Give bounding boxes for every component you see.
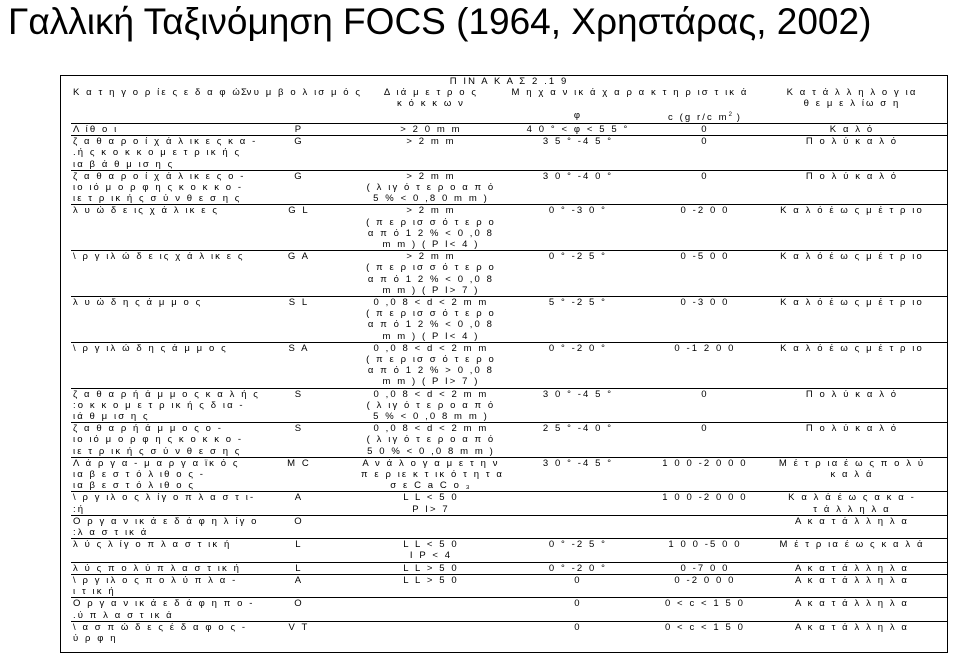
cell-diameter-line: σ ε C a C o ₃ <box>390 480 472 492</box>
cell-suitability <box>757 457 947 492</box>
cell-c-line: 0 < c < 1 5 0 <box>664 598 746 610</box>
cell-diameter-line: > 2 m m <box>406 205 456 217</box>
cell-diameter-line: m m ) ( P I> 7 ) <box>382 376 480 388</box>
cell-c-line: 0 -1 2 0 0 <box>674 342 736 354</box>
cell-category <box>71 423 244 458</box>
cell-symbol: O <box>239 515 359 538</box>
header-row <box>71 87 947 109</box>
cell-suitability <box>757 136 947 171</box>
cell-c-line: 0 <box>701 170 709 182</box>
cell-diameter <box>359 457 503 492</box>
cell-category-line: λ υ ώ δ ε ις χ ά λ ικ ε ς <box>73 205 220 217</box>
cell-phi <box>503 515 653 538</box>
cell-c <box>653 621 757 644</box>
cell-category-line: :ή <box>73 503 86 515</box>
cell-diameter-line <box>361 598 501 609</box>
cell-suitability-line: Α κ α τ ά λ λ η λ α <box>795 562 909 574</box>
cell-diameter-line: L L < 5 0 <box>403 492 459 504</box>
cell-suitability-line: Π ο λ ύ κ α λ ό <box>805 388 899 400</box>
cell-category-line: ζ α θ α ρ ο ί χ ά λ ικ ε ς κ α - <box>73 136 258 148</box>
cell-category-line: Ο ρ γ α ν ικ ά ε δ ά φ η π ο - <box>73 598 255 610</box>
cell-diameter-line: > 2 m m <box>406 251 456 263</box>
cell-diameter-line: 0 ,0 8 < d < 2 m m <box>373 388 489 400</box>
cell-suitability <box>757 388 947 423</box>
cell-phi-line <box>505 516 651 527</box>
cell-phi <box>503 574 653 597</box>
cell-diameter <box>359 492 503 515</box>
cell-symbol: G <box>239 136 359 171</box>
cell-phi-line: 0 ° -3 0 ° <box>548 205 608 217</box>
cell-category <box>71 621 248 644</box>
cell-c-line: 1 0 0 -2 0 0 0 <box>662 457 748 469</box>
table-row <box>71 297 947 343</box>
cell-suitability-line: Κ α λ ό έ ω ς μ έ τ ρ ιο <box>780 342 924 354</box>
cell-diameter <box>359 123 503 135</box>
cell-c-line <box>655 516 755 527</box>
cell-phi-line: 0 ° -2 0 ° <box>548 342 608 354</box>
cell-diameter <box>359 297 503 343</box>
cell-suitability <box>757 297 947 343</box>
cell-diameter <box>359 251 503 297</box>
cell-diameter-line: ( π ε ρ ισ σ ό τ ε ρ ο <box>366 308 496 320</box>
cell-diameter-line: ( λ ιγ ό τ ε ρ ο α π ό <box>366 399 496 411</box>
cell-diameter <box>359 515 503 538</box>
cell-c-line: 0 -2 0 0 <box>680 205 730 217</box>
cell-category <box>71 205 239 251</box>
cell-diameter <box>359 388 503 423</box>
table-caption: Π ΙΝ Α Κ Α Σ 2 .1 9 <box>449 76 569 87</box>
cell-c <box>653 562 757 574</box>
cell-phi-line: 0 ° -2 5 ° <box>548 539 608 551</box>
cell-c-line: 0 <box>701 388 709 400</box>
cell-suitability <box>757 598 947 621</box>
cell-c-line: 0 <box>701 423 709 435</box>
cell-diameter-line: > 2 0 m m <box>400 123 462 135</box>
cell-diameter-line: I P < 4 <box>409 550 453 562</box>
cell-symbol: S <box>239 423 359 458</box>
cell-diameter-line: 0 ,0 8 < d < 2 m m <box>373 297 489 309</box>
cell-phi-line: 3 0 ° -4 5 ° <box>542 457 614 469</box>
cell-category <box>71 457 239 492</box>
cell-category-line: \ ρ γ ιλ ώ δ ε ις χ ά λ ικ ε ς <box>73 251 245 263</box>
cell-category-line: ιε τ ρ ικ ή ς σ ύ ν θ ε σ η ς <box>73 193 242 205</box>
cell-suitability <box>757 423 947 458</box>
cell-suitability-line: Π ο λ ύ κ α λ ό <box>805 170 899 182</box>
cell-diameter-line: > 2 m m <box>406 170 456 182</box>
cell-category <box>71 492 256 515</box>
cell-diameter-line: α π ό 1 2 % < 0 ,0 8 <box>367 227 495 239</box>
cell-category <box>71 515 259 539</box>
cell-c <box>653 574 757 597</box>
cell-c-line: 0 -3 0 0 <box>680 297 730 309</box>
table-row <box>71 457 947 492</box>
cell-category-line: λ ύ ς π ο λ ύ π λ α σ τ ικ ή <box>73 562 241 574</box>
cell-category-line: ζ α θ α ρ ο ί χ ά λ ικ ε ς ο - <box>73 170 246 182</box>
cell-c <box>653 457 757 492</box>
cell-phi-line: 3 5 ° -4 5 ° <box>542 136 614 148</box>
cell-symbol: M C <box>239 457 359 492</box>
cell-suitability <box>757 170 947 205</box>
cell-phi-line: 0 <box>574 598 582 610</box>
cell-diameter-line: Α ν ά λ ο γ α μ ε τ η ν <box>362 457 500 469</box>
cell-symbol: O <box>239 598 359 621</box>
table-row <box>71 492 947 515</box>
cell-category-line: \ ρ γ ιλ ο ς π ο λ ύ π λ α - <box>73 574 238 586</box>
cell-diameter <box>359 205 503 251</box>
cell-category <box>71 598 255 621</box>
page-title: Γαλλική Ταξινόμηση FOCS (1964, Χρηστάρας, 2002) <box>8 1 872 42</box>
cell-category-line: Ο ρ γ α ν ικ ά ε δ ά φ η λ ίγ ο <box>73 515 259 527</box>
cell-category <box>71 574 239 597</box>
cell-phi <box>503 297 653 343</box>
cell-symbol: L <box>239 539 359 562</box>
cell-category-line: ια β ά θ μ ισ η ς <box>73 158 175 170</box>
cell-category-line: ιά θ μ ισ η ς <box>73 411 150 423</box>
cell-suitability-line: Α κ α τ ά λ λ η λ α <box>795 515 909 527</box>
cell-phi <box>503 539 653 562</box>
cell-c <box>653 342 757 388</box>
cell-category-line: ιο ιό μ ο ρ φ η ς κ ο κ κ ο - <box>73 181 244 193</box>
cell-diameter-line: ( π ε ρ ισ σ ό τ ε ρ ο <box>366 354 496 366</box>
cell-diameter-line: L L > 5 0 <box>403 574 459 586</box>
cell-symbol: S <box>239 388 359 423</box>
cell-phi-line: 2 5 ° -4 0 ° <box>542 423 614 435</box>
cell-phi-line: 3 0 ° -4 0 ° <box>542 170 614 182</box>
cell-phi-line: 5 ° -2 5 ° <box>548 297 608 309</box>
cell-c <box>653 297 757 343</box>
cell-category-line: .ύ π λ α σ τ ικ ά <box>73 609 174 621</box>
cell-diameter <box>359 621 503 644</box>
cell-diameter-line: 0 ,0 8 < d < 2 m m <box>373 342 489 354</box>
cell-category <box>71 388 260 423</box>
cell-phi-line: 0 ° -2 5 ° <box>548 251 608 263</box>
cell-phi <box>503 492 653 515</box>
header-suitability <box>757 87 947 109</box>
cell-suitability <box>757 515 947 538</box>
cell-c-line: 1 0 0 -2 0 0 0 <box>662 492 748 504</box>
header-diameter-line-1: Δ ιά μ ε τ ρ ο ς <box>383 87 479 99</box>
table-row <box>71 251 947 297</box>
table-row <box>71 170 947 205</box>
cell-category-line: ια β ε σ τ ό λ ιθ ο ς <box>73 480 196 492</box>
cell-category <box>71 562 239 574</box>
cell-diameter-line: m m ) ( P I< 4 ) <box>382 239 480 250</box>
cell-suitability <box>757 539 947 562</box>
cell-phi <box>503 457 653 492</box>
cell-category-line: \ ρ γ ιλ ώ δ η ς ά μ μ ο ς <box>73 342 228 354</box>
cell-c <box>653 170 757 205</box>
cell-symbol: P <box>239 123 359 135</box>
cell-diameter-line: P I> 7 <box>412 503 450 515</box>
cell-suitability-line: Π ο λ ύ κ α λ ό <box>805 423 899 435</box>
cell-suitability-line: Κ α λ ό έ ω ς μ έ τ ρ ιο <box>780 205 924 217</box>
cell-diameter-line: ( π ε ρ ισ σ ό τ ε ρ ο <box>366 262 496 274</box>
cell-category <box>71 123 239 135</box>
cell-phi-line: 0 ° -2 0 ° <box>548 562 608 574</box>
cell-category-line: Λ ίθ ο ι <box>73 123 119 135</box>
cell-category-line: :ο κ κ ο μ ε τ ρ ικ ή ς δ ια - <box>73 399 245 411</box>
cell-suitability <box>757 251 947 297</box>
cell-phi-line: 0 <box>574 574 582 586</box>
cell-c <box>653 492 757 515</box>
cell-c <box>653 515 757 538</box>
cell-c-line: 0 -7 0 0 <box>680 562 730 574</box>
cell-symbol: S L <box>239 297 359 343</box>
cell-suitability-line: Κ α λ ό έ ω ς μ έ τ ρ ιο <box>780 251 924 263</box>
cell-symbol: G <box>239 170 359 205</box>
cell-suitability <box>757 492 947 515</box>
table-row <box>71 574 947 597</box>
table-row <box>71 205 947 251</box>
cell-symbol: A <box>239 492 359 515</box>
cell-c-line: 0 <box>701 136 709 148</box>
cell-category-line: \ α σ π ώ δ ε ς έ δ α φ ο ς - <box>73 621 248 633</box>
cell-suitability <box>757 123 947 135</box>
cell-c <box>653 205 757 251</box>
cell-diameter-line <box>361 622 501 633</box>
cell-phi <box>503 388 653 423</box>
cell-symbol: G A <box>239 251 359 297</box>
cell-phi <box>503 170 653 205</box>
cell-category-line: λ υ ώ δ η ς ά μ μ ο ς <box>73 297 203 309</box>
cell-c <box>653 136 757 171</box>
header-phi: φ <box>503 110 653 124</box>
cell-symbol: V T <box>239 621 359 644</box>
header-category: Κ α τ η γ ο ρ ίε ς ε δ α φ ώ ν <box>73 87 254 99</box>
cell-symbol: S A <box>239 342 359 388</box>
cell-diameter-line: m m ) ( P I> 7 ) <box>382 284 480 296</box>
cell-c-line: 0 <box>701 123 709 135</box>
cell-phi <box>503 621 653 644</box>
cell-c <box>653 423 757 458</box>
cell-diameter-line: L L < 5 0 <box>403 539 459 551</box>
cell-phi <box>503 423 653 458</box>
cell-diameter <box>359 574 503 597</box>
cell-diameter-line: π ε ρ ιε κ τ ικ ό τ η τ α <box>361 469 505 481</box>
cell-phi-line: 0 <box>574 621 582 633</box>
cell-suitability-line: κ α λ ά <box>830 469 874 481</box>
cell-suitability-line: Μ έ τ ρ ια έ ω ς π ο λ ύ <box>778 457 926 469</box>
cell-phi-line <box>505 492 651 503</box>
cell-phi <box>503 251 653 297</box>
cell-category-line: ιε τ ρ ικ ή ς σ ύ ν θ ε σ η ς <box>73 445 242 457</box>
cell-diameter-line: m m ) ( P I< 4 ) <box>382 330 480 342</box>
cell-category-line: :λ α σ τ ικ ά <box>73 527 149 539</box>
cell-phi-line: 3 0 ° -4 5 ° <box>542 388 614 400</box>
header-diameter-line-2: κ ό κ κ ω ν <box>397 98 465 110</box>
cell-category-line: ια β ε σ τ ό λ ιθ ο ς - <box>73 469 206 481</box>
table-row <box>71 423 947 458</box>
header-suitability-line-2: θ ε μ ε λ ίω σ η <box>803 98 901 110</box>
table-row <box>71 598 947 621</box>
header-c-unit: c (g r/c m <box>668 111 729 123</box>
header-diameter <box>359 87 503 109</box>
header-c-close: ) <box>731 111 742 123</box>
cell-category-line: \ ρ γ ιλ ο ς λ ίγ ο π λ α σ τ ι- <box>73 492 256 504</box>
cell-diameter-line: ( λ ιγ ό τ ε ρ ο α π ό <box>366 434 496 446</box>
cell-diameter-line: α π ό 1 2 % < 0 ,0 8 <box>367 319 495 331</box>
cell-c-line: 1 0 0 -5 0 0 <box>668 539 742 551</box>
cell-phi <box>503 562 653 574</box>
cell-suitability <box>757 342 947 388</box>
cell-phi <box>503 136 653 171</box>
cell-c <box>653 388 757 423</box>
cell-c-line: 0 < c < 1 5 0 <box>664 621 746 633</box>
cell-suitability <box>757 562 947 574</box>
cell-category-line: ζ α θ α ρ ή ά μ μ ο ς κ α λ ή ς <box>73 388 260 400</box>
table-row <box>71 539 947 562</box>
cell-phi <box>503 205 653 251</box>
cell-suitability-line: Α κ α τ ά λ λ η λ α <box>795 621 909 633</box>
cell-diameter <box>359 342 503 388</box>
cell-diameter-line: α π ό 1 2 % < 0 ,0 8 <box>367 273 495 285</box>
cell-c <box>653 539 757 562</box>
classification-table <box>71 75 947 644</box>
cell-diameter <box>359 539 503 562</box>
cell-c-line: 0 -2 0 0 0 <box>674 574 736 586</box>
cell-diameter-line: L L > 5 0 <box>403 562 459 574</box>
table-row <box>71 388 947 423</box>
cell-suitability-line: Π ο λ ύ κ α λ ό <box>805 136 899 148</box>
cell-diameter-line: ( λ ιγ ό τ ε ρ ο α π ό <box>366 181 496 193</box>
table-row <box>71 342 947 388</box>
cell-diameter <box>359 170 503 205</box>
cell-suitability-line: Κ α λ ά έ ω ς α κ α - <box>788 492 916 504</box>
header-c-exponent: 2 <box>728 111 732 118</box>
cell-diameter <box>359 136 503 171</box>
cell-c <box>653 598 757 621</box>
cell-symbol: L <box>239 562 359 574</box>
cell-phi <box>503 598 653 621</box>
table-body <box>71 123 947 644</box>
cell-suitability <box>757 205 947 251</box>
header-mechanical: Μ η χ α ν ικ ά χ α ρ α κ τ η ρ ισ τ ικ ά <box>511 87 749 99</box>
cell-c-line: 0 -5 0 0 <box>680 251 730 263</box>
cell-suitability-line: Κ α λ ό <box>829 123 875 135</box>
cell-suitability <box>757 574 947 597</box>
cell-diameter-line: ( π ε ρ ισ σ ό τ ε ρ ο <box>366 216 496 228</box>
table-row <box>71 515 947 538</box>
cell-category-line: .ή ς κ ο κ κ ο μ ε τ ρ ικ ή ς <box>73 147 242 159</box>
cell-suitability-line: Κ α λ ό έ ω ς μ έ τ ρ ιο <box>780 297 924 309</box>
cell-phi <box>503 342 653 388</box>
cell-diameter-line: 0 ,0 8 < d < 2 m m <box>373 423 489 435</box>
cell-diameter-line: 5 % < 0 ,0 8 m m ) <box>373 411 489 423</box>
cell-c <box>653 123 757 135</box>
cell-category <box>71 136 258 171</box>
cell-c <box>653 251 757 297</box>
cell-category <box>71 342 239 388</box>
table-row <box>71 123 947 135</box>
cell-category-line: ζ α θ α ρ ή ά μ μ ο ς ο - <box>73 423 224 435</box>
cell-diameter <box>359 598 503 621</box>
cell-diameter <box>359 423 503 458</box>
cell-category-line: ιο ιό μ ο ρ φ η ς κ ο κ κ ο - <box>73 434 244 446</box>
table-row <box>71 621 947 644</box>
cell-category-line: Λ ά ρ γ α - μ α ρ γ α ϊκ ό ς <box>73 457 240 469</box>
cell-diameter-line: > 2 m m <box>406 136 456 148</box>
cell-diameter-line <box>361 516 501 527</box>
header-suitability-line-1: Κ α τ ά λ λ η λ ο γ ια <box>786 87 918 99</box>
cell-symbol: A <box>239 574 359 597</box>
header-c <box>653 110 757 124</box>
cell-suitability-line: Α κ α τ ά λ λ η λ α <box>795 574 909 586</box>
cell-diameter-line: 5 0 % < 0 ,0 8 m m ) <box>367 445 495 457</box>
cell-diameter-line: α π ό 1 2 % > 0 ,0 8 <box>367 365 495 377</box>
cell-suitability-line: Μ έ τ ρ ια έ ω ς κ α λ ά <box>779 539 925 551</box>
cell-category <box>71 539 239 562</box>
cell-symbol: G L <box>239 205 359 251</box>
cell-category-line: ι τ ικ ή <box>73 586 116 598</box>
cell-phi-line: 4 0 ° < φ < 5 5 ° <box>526 123 630 135</box>
cell-category-line: ύ ρ φ η <box>73 632 118 644</box>
cell-phi <box>503 123 653 135</box>
header-symbol: Σ υ μ β ο λ ισ μ ό ς <box>241 87 363 99</box>
cell-category <box>71 251 245 297</box>
cell-category <box>71 297 239 343</box>
subheader-row <box>71 110 947 124</box>
table-row <box>71 562 947 574</box>
table-row <box>71 136 947 171</box>
cell-diameter <box>359 562 503 574</box>
cell-suitability-line: Α κ α τ ά λ λ η λ α <box>795 598 909 610</box>
cell-category-line: λ ύ ς λ ίγ ο π λ α σ τ ικ ή <box>73 539 232 551</box>
cell-suitability <box>757 621 947 644</box>
cell-category <box>71 170 246 205</box>
cell-suitability-line: τ ά λ λ η λ α <box>813 503 891 515</box>
cell-diameter-line: 5 % < 0 ,8 0 m m ) <box>373 193 489 205</box>
